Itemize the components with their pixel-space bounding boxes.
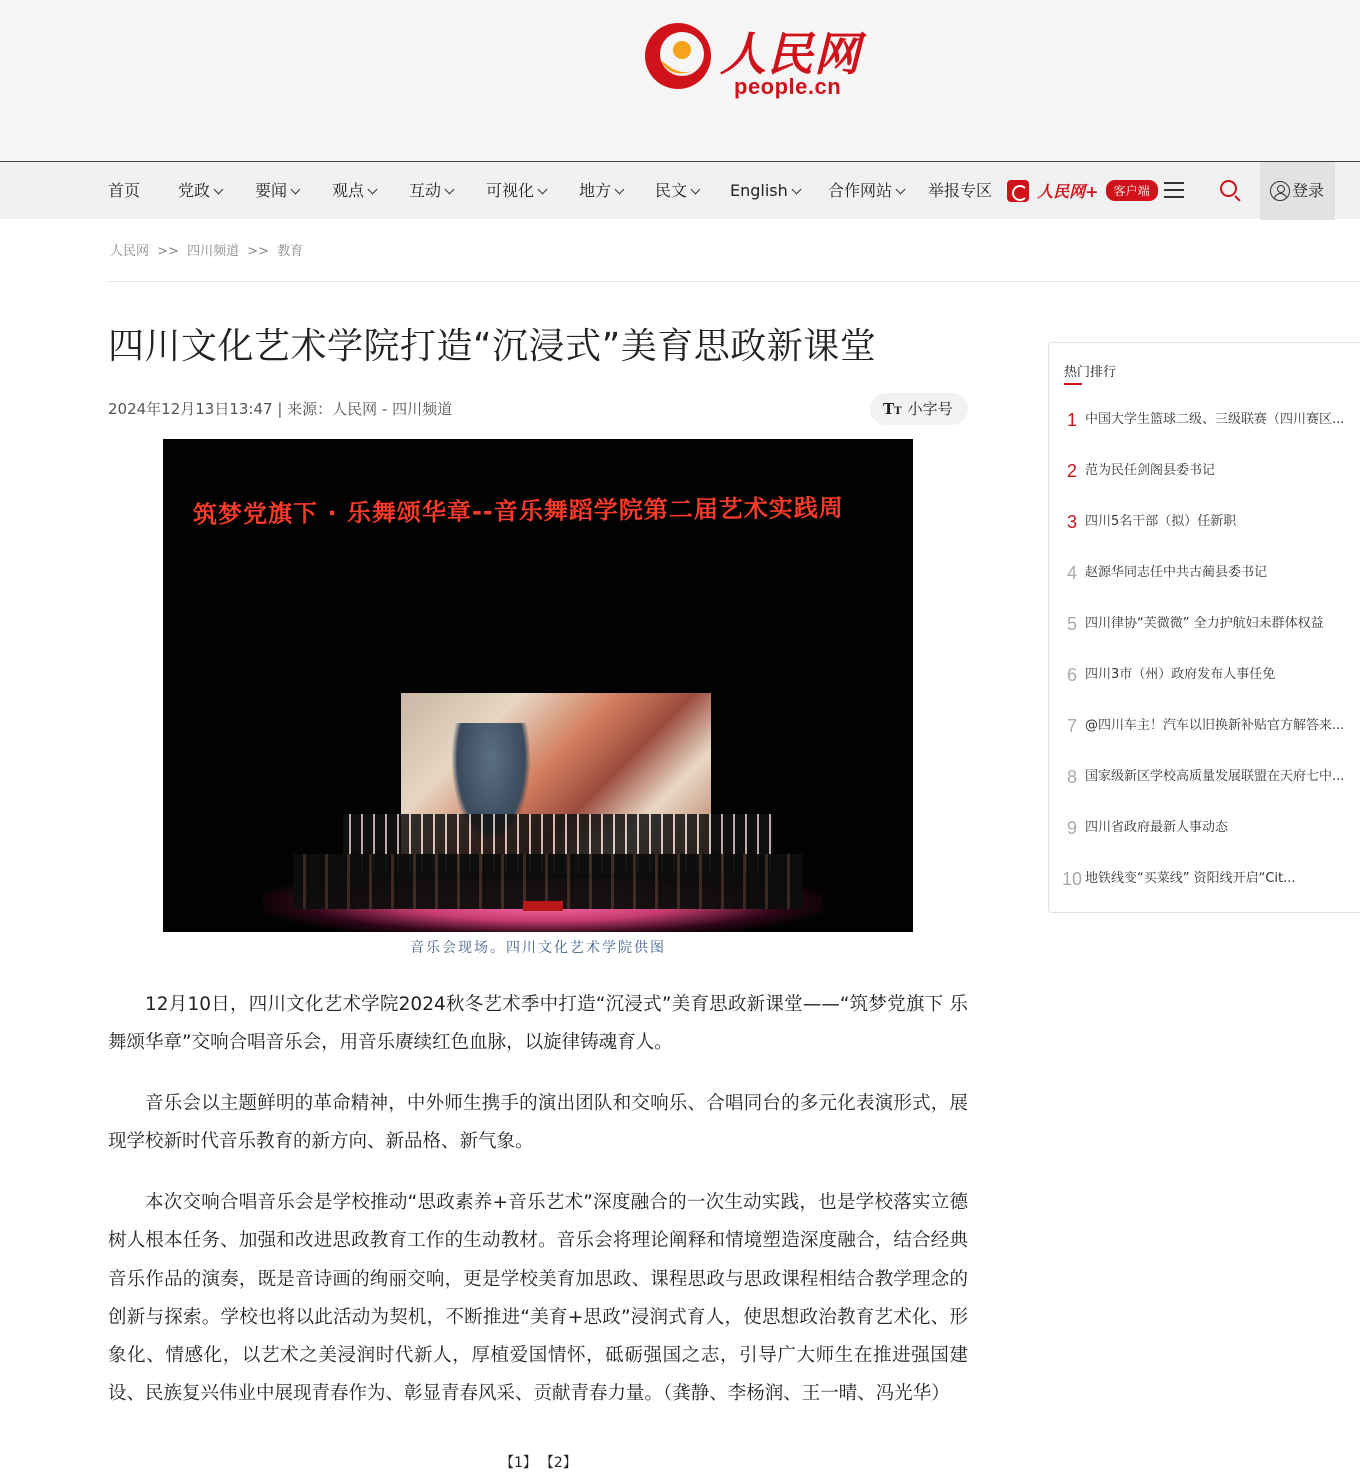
people-logo-icon bbox=[642, 20, 714, 92]
nav-item-english[interactable]: English bbox=[730, 162, 800, 220]
hot-item-text: 地铁线变“买菜线” 资阳线开启“Cit... bbox=[1085, 871, 1296, 886]
hot-item-text: 四川5名干部（拟）任新职 bbox=[1085, 514, 1237, 529]
page-link-2[interactable]: 【2】 bbox=[546, 1455, 577, 1471]
article-image bbox=[163, 439, 913, 932]
nav-item-news[interactable]: 要闻 bbox=[255, 162, 299, 220]
nav-item-visual[interactable]: 可视化 bbox=[486, 162, 546, 220]
hot-item[interactable] bbox=[1059, 400, 1360, 440]
chevron-down-icon bbox=[538, 185, 548, 195]
text-size-icon: TT bbox=[883, 400, 902, 418]
image-banner-text: 筑梦党旗下 · 乐舞颂华章--音乐舞蹈学院第二届艺术实践周 bbox=[192, 493, 844, 529]
breadcrumb-home[interactable]: 人民网 bbox=[110, 244, 150, 259]
login-label: 登录 bbox=[1292, 181, 1325, 200]
hot-rank: 10 bbox=[1061, 869, 1083, 889]
breadcrumb-sichuan[interactable]: 四川频道 bbox=[187, 244, 240, 259]
breadcrumb-separator: >> bbox=[157, 244, 179, 259]
main-nav bbox=[0, 161, 1360, 219]
hot-item-text: 四川省政府最新人事动态 bbox=[1085, 820, 1229, 835]
user-icon bbox=[1270, 181, 1290, 201]
chevron-down-icon bbox=[291, 185, 301, 195]
chevron-down-icon bbox=[791, 185, 801, 195]
nav-item-interaction[interactable]: 互动 bbox=[409, 162, 453, 220]
hot-item[interactable] bbox=[1059, 553, 1360, 593]
hot-item-text: 国家级新区学校高质量发展联盟在天府七中... bbox=[1085, 769, 1345, 784]
nav-item-party[interactable]: 党政 bbox=[178, 162, 222, 220]
chevron-down-icon bbox=[896, 185, 906, 195]
hot-rank: 4 bbox=[1066, 563, 1077, 583]
chevron-down-icon bbox=[214, 185, 224, 195]
hot-rank: 6 bbox=[1066, 665, 1077, 685]
hot-rank: 3 bbox=[1066, 512, 1077, 532]
app-download-link[interactable] bbox=[1007, 179, 1158, 205]
breadcrumb bbox=[110, 240, 303, 259]
nav-item-local[interactable]: 地方 bbox=[579, 162, 623, 220]
hot-rank: 8 bbox=[1066, 767, 1077, 787]
hot-item[interactable] bbox=[1059, 859, 1360, 899]
page-link-1[interactable]: 【1】 bbox=[500, 1455, 537, 1471]
article-paragraph: 音乐会以主题鲜明的革命精神，中外师生携手的演出团队和交响乐、合唱同台的多元化表演形式，展现学校新时代音乐教育的新方向、新品格、新气象。 bbox=[108, 1093, 968, 1153]
menu-icon[interactable] bbox=[1164, 182, 1184, 198]
nav-item-opinion[interactable]: 观点 bbox=[332, 162, 376, 220]
hot-ranking-panel bbox=[1048, 342, 1360, 913]
hot-item[interactable] bbox=[1059, 655, 1360, 695]
font-size-toggle[interactable] bbox=[870, 393, 968, 425]
app-badge: 客户端 bbox=[1106, 180, 1158, 201]
hot-rank: 1 bbox=[1066, 410, 1077, 430]
article-meta: 2024年12月13日13:47 | 来源：人民网 - 四川频道 bbox=[108, 400, 453, 418]
hot-item[interactable] bbox=[1059, 604, 1360, 644]
site-logo[interactable] bbox=[640, 16, 860, 100]
hot-item-text: 范为民任剑阁县委书记 bbox=[1085, 463, 1216, 478]
login-button[interactable] bbox=[1260, 162, 1335, 220]
nav-item-partners[interactable]: 合作网站 bbox=[828, 162, 904, 220]
hot-item-text: 四川律协“芙微微” 全力护航妇未群体权益 bbox=[1085, 616, 1324, 631]
hot-item[interactable] bbox=[1059, 757, 1360, 797]
hot-item-text: 四川3市（州）政府发布人事任免 bbox=[1085, 667, 1276, 682]
nav-item-ethnic[interactable]: 民文 bbox=[655, 162, 699, 220]
conductor-podium bbox=[523, 901, 563, 911]
search-icon[interactable] bbox=[1220, 180, 1242, 202]
image-caption: 音乐会现场。四川文化艺术学院供图 bbox=[410, 940, 666, 956]
nav-item-report[interactable]: 举报专区 bbox=[928, 181, 993, 200]
hot-ranking-title: 热门排行 bbox=[1064, 361, 1116, 380]
people-app-icon bbox=[1007, 180, 1029, 202]
nav-item-home[interactable]: 首页 bbox=[108, 181, 141, 200]
hot-item-text: 赵源华同志任中共古蔺县委书记 bbox=[1085, 565, 1268, 580]
hot-rank: 9 bbox=[1066, 818, 1077, 838]
article-paragraph: 12月10日，四川文化艺术学院2024秋冬艺术季中打造“沉浸式”美育思政新课堂——“筑梦党旗下 乐舞颂华章”交响合唱音乐会，用音乐赓续红色血脉，以旋律铸魂育人。 bbox=[108, 994, 968, 1054]
hot-item[interactable] bbox=[1059, 502, 1360, 542]
chevron-down-icon bbox=[691, 185, 701, 195]
hot-rank: 2 bbox=[1066, 461, 1077, 481]
chevron-down-icon bbox=[615, 185, 625, 195]
article-title: 四川文化艺术学院打造“沉浸式”美育思政新课堂 bbox=[108, 326, 877, 367]
breadcrumb-separator: >> bbox=[247, 244, 270, 259]
logo-text-cn: 人民网 bbox=[720, 27, 861, 81]
chevron-down-icon bbox=[445, 185, 455, 195]
pagination bbox=[500, 1452, 587, 1472]
hot-item-text: @四川车主！汽车以旧换新补贴官方解答来... bbox=[1085, 718, 1345, 733]
font-size-label: 小字号 bbox=[907, 400, 953, 418]
hot-item[interactable] bbox=[1059, 808, 1360, 848]
hot-item[interactable] bbox=[1059, 451, 1360, 491]
logo-text-en: people.cn bbox=[734, 74, 842, 99]
article-paragraph: 本次交响合唱音乐会是学校推动“思政素养+音乐艺术”深度融合的一次生动实践，也是学校落实立德树人根本任务、加强和改进思政教育工作的生动教材。音乐会将理论阐释和情境塑造深度融合，结合经典音乐作品的演奏，既是音诗画的绚丽交响，更是学校美育加思政、课程思政与思政课程相结合教学理念的创新与探索。学校也将以此活动为契机，不断推进“美育+思政”浸润式育人，使思想政治教育艺术化、形象化、情感化，以艺术之美浸润时代新人，厚植爱国情怀，砥砺强国之志，引导广大师生在推进强国建设、民族复兴伟业中展现青春作为、彰显青春风采、贡献青春力量。（龚静、李杨润、王一晴、冯光华） bbox=[108, 1192, 968, 1405]
divider bbox=[108, 281, 1360, 282]
hot-rank: 7 bbox=[1066, 716, 1077, 736]
breadcrumb-education[interactable]: 教育 bbox=[277, 244, 304, 259]
header bbox=[0, 0, 1360, 161]
hot-item-text: 中国大学生篮球二级、三级联赛（四川赛区... bbox=[1085, 412, 1345, 427]
hot-item[interactable] bbox=[1059, 706, 1360, 746]
app-name: 人民网+ bbox=[1037, 182, 1099, 201]
chevron-down-icon bbox=[368, 185, 378, 195]
hot-rank: 5 bbox=[1066, 614, 1077, 634]
